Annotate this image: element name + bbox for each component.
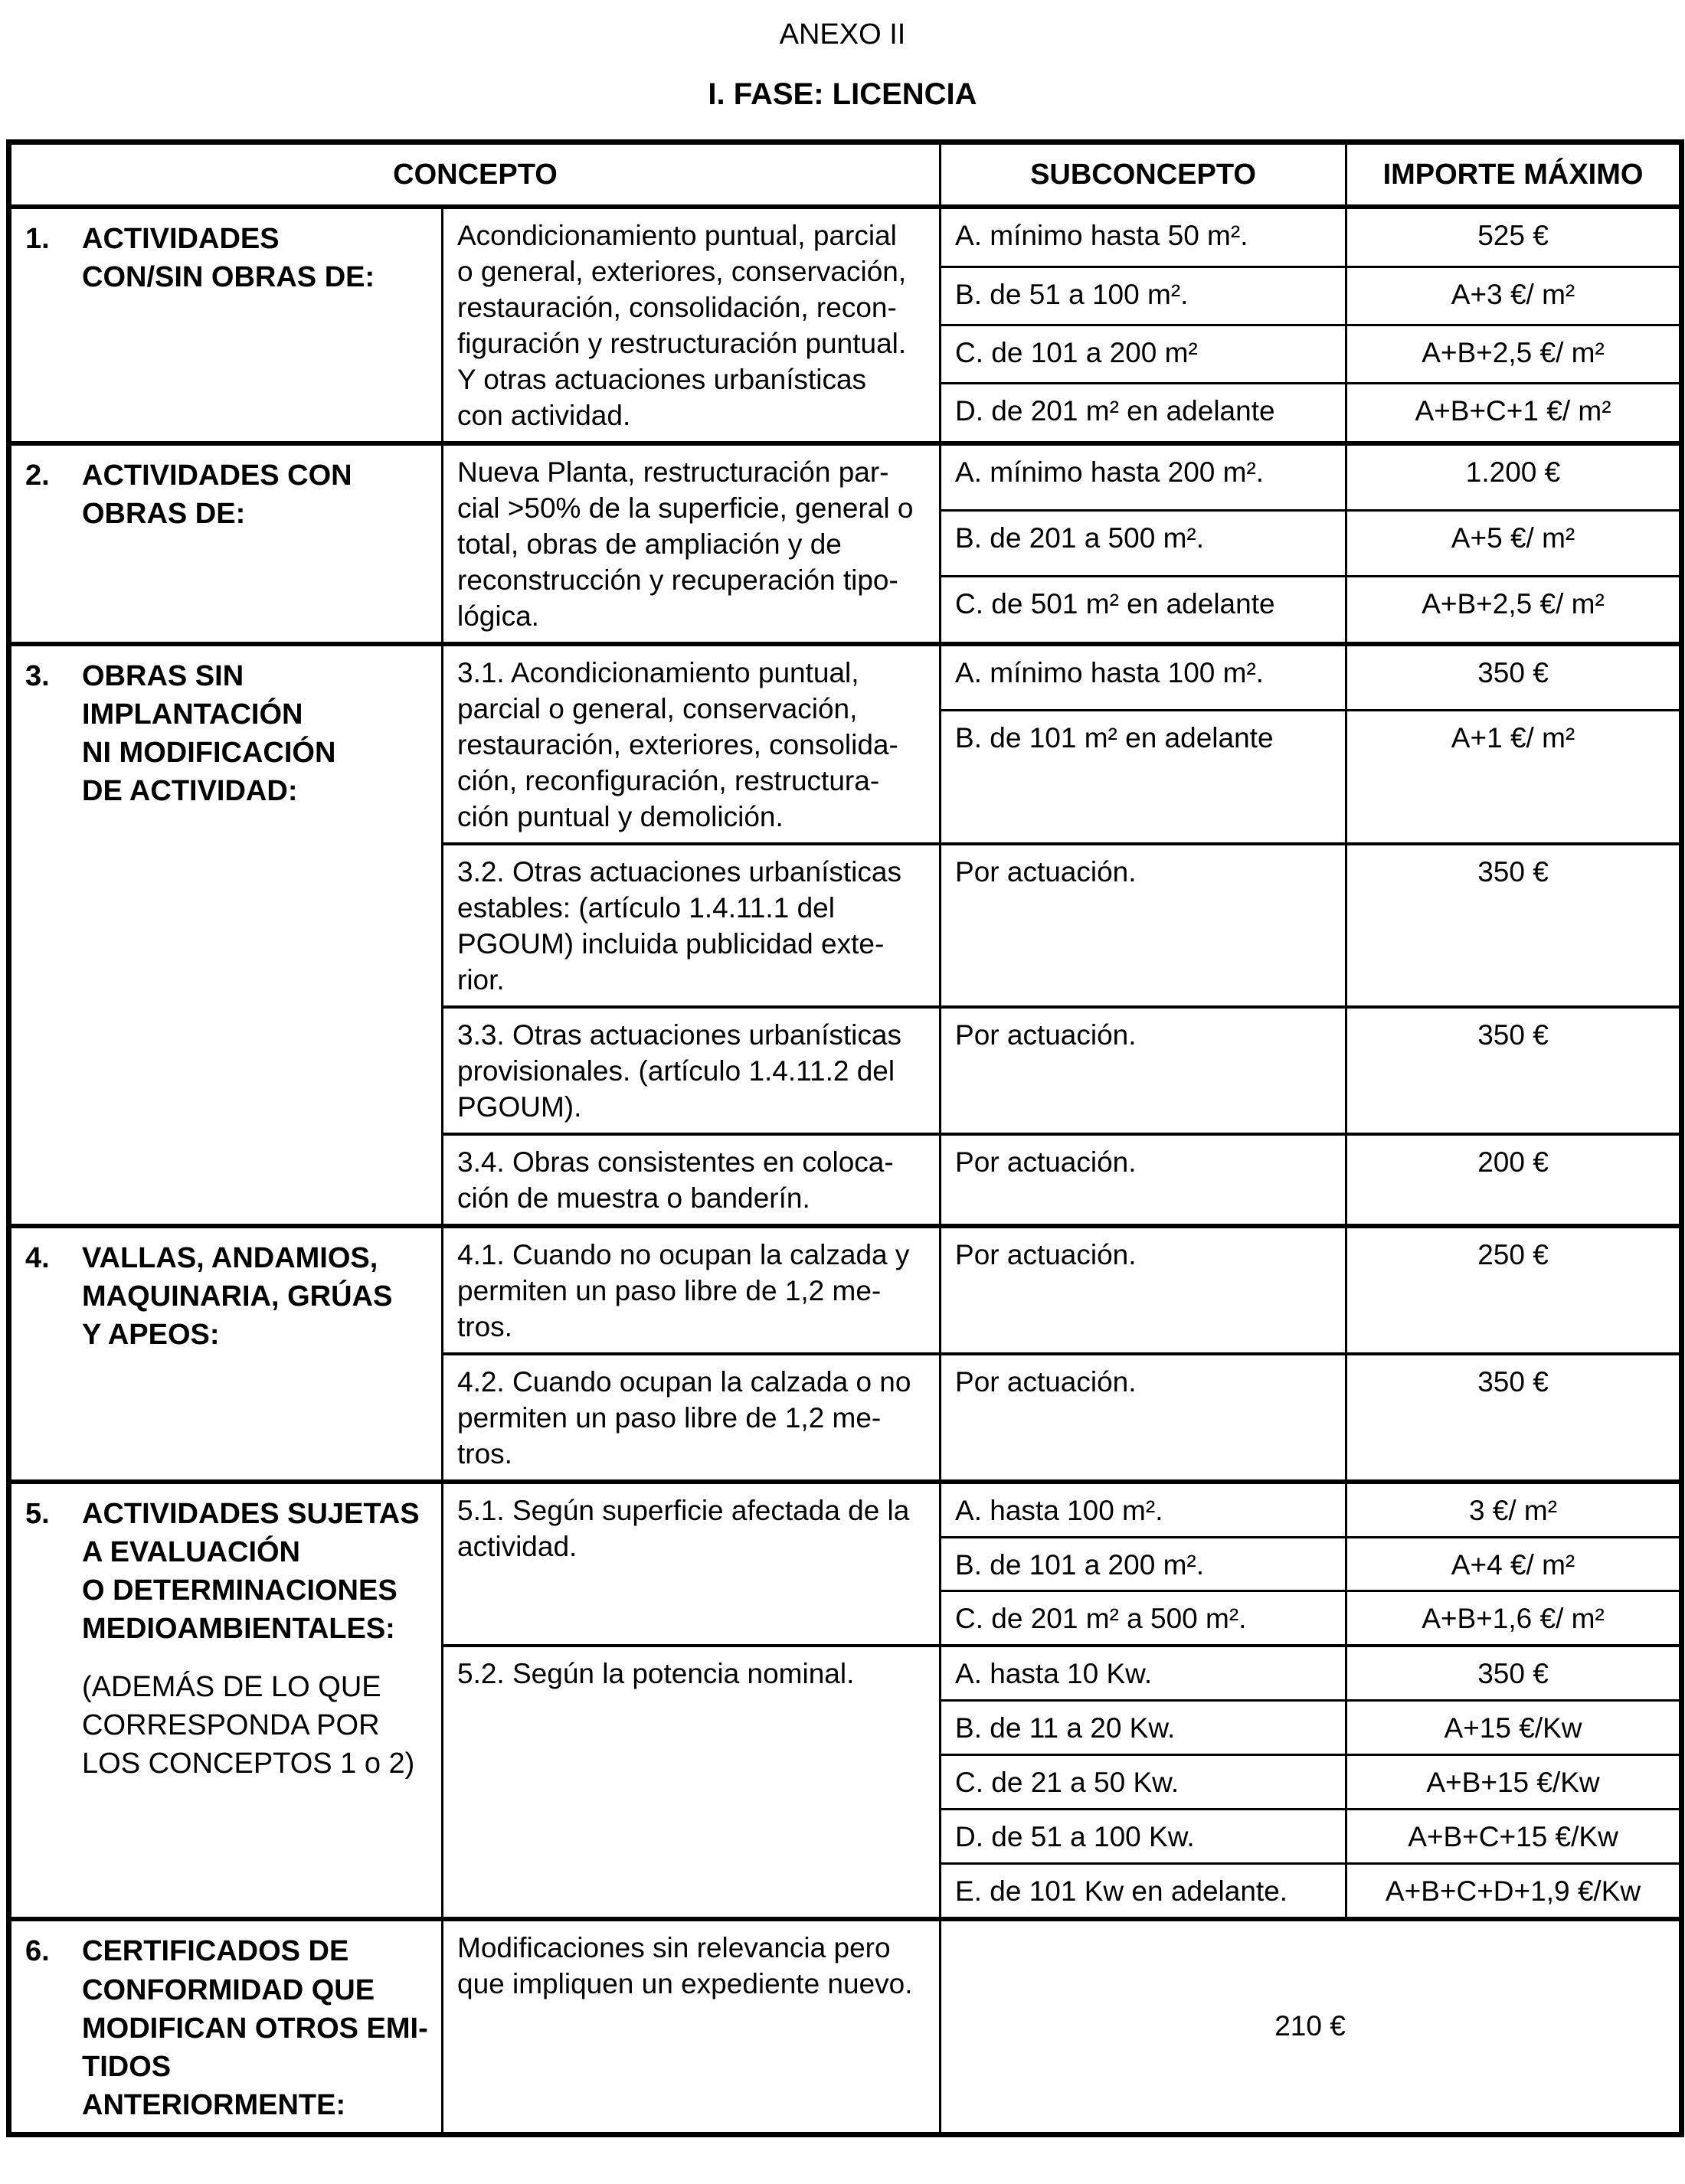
table-row bbox=[9, 207, 1682, 266]
concept-description: 3.2. Otras actuaciones urbanísticas estables: (artículo 1.4.11.1 del PGOUM) incluida publicidad exte- rior. bbox=[443, 844, 941, 1007]
concept-label: ACTIVIDADES SUJETAS A EVALUACIÓN O DETERMINACIONES MEDIOAMBIENTALES: bbox=[82, 1497, 420, 1645]
amount-cell: 250 € bbox=[1346, 1226, 1682, 1354]
subconcept-cell: Por actuación. bbox=[941, 1007, 1346, 1134]
amount-cell: A+4 €/ m² bbox=[1346, 1537, 1682, 1591]
concept-description: 3.3. Otras actuaciones urbanísticas provisionales. (artículo 1.4.11.2 del PGOUM). bbox=[443, 1007, 941, 1134]
table-row bbox=[9, 1919, 1682, 2134]
subconcept-cell: A. mínimo hasta 200 m². bbox=[941, 443, 1346, 511]
concept-number: 1. bbox=[25, 223, 50, 255]
amount-cell: 1.200 € bbox=[1346, 443, 1682, 511]
concept-description: 3.1. Acondicionamiento puntual, parcial o general, conservación, restauración, exteriores, consolida- ción, reconfiguración, restructura- ción puntual y demolición. bbox=[443, 644, 941, 844]
amount-cell: A+B+C+D+1,9 €/Kw bbox=[1346, 1864, 1682, 1919]
subconcept-cell: D. de 201 m² en adelante bbox=[941, 384, 1346, 443]
table-row bbox=[9, 443, 1682, 511]
concept-description: 4.2. Cuando ocupan la calzada o no permiten un paso libre de 1,2 me- tros. bbox=[443, 1354, 941, 1482]
concept-label: VALLAS, ANDAMIOS, MAQUINARIA, GRÚAS Y APEOS: bbox=[82, 1241, 393, 1351]
amount-cell: A+1 €/ m² bbox=[1346, 710, 1682, 844]
amount-cell: A+3 €/ m² bbox=[1346, 266, 1682, 325]
subconcept-cell: Por actuación. bbox=[941, 844, 1346, 1007]
tariff-table bbox=[6, 139, 1684, 2137]
amount-cell: 525 € bbox=[1346, 207, 1682, 266]
subconcept-cell: A. mínimo hasta 100 m². bbox=[941, 644, 1346, 710]
table-header-row bbox=[9, 142, 1682, 208]
concept-number: 3. bbox=[25, 659, 50, 692]
concept-cell-3 bbox=[9, 644, 443, 1226]
concept-description: 5.2. Según la potencia nominal. bbox=[443, 1646, 941, 1919]
amount-cell: A+B+1,6 €/ m² bbox=[1346, 1591, 1682, 1646]
table-row bbox=[9, 644, 1682, 710]
subconcept-cell: C. de 201 m² a 500 m². bbox=[941, 1591, 1346, 1646]
concept-cell-1 bbox=[9, 207, 443, 443]
subconcept-cell: E. de 101 Kw en adelante. bbox=[941, 1864, 1346, 1919]
amount-cell: 350 € bbox=[1346, 1007, 1682, 1134]
concept-description: 3.4. Obras consistentes en coloca- ción de muestra o banderín. bbox=[443, 1134, 941, 1226]
concept-cell-5 bbox=[9, 1482, 443, 1920]
subconcept-cell: Por actuación. bbox=[941, 1226, 1346, 1354]
col-header-concepto: CONCEPTO bbox=[9, 142, 941, 208]
concept-label: CERTIFICADOS DE CONFORMIDAD QUE MODIFICAN OTROS EMI- TIDOS ANTERIORMENTE: bbox=[82, 1935, 428, 2122]
subconcept-cell: Por actuación. bbox=[941, 1134, 1346, 1226]
amount-cell: A+B+2,5 €/ m² bbox=[1346, 325, 1682, 383]
concept-cell-2 bbox=[9, 443, 443, 644]
subconcept-cell: C. de 501 m² en adelante bbox=[941, 577, 1346, 644]
concept-label: ACTIVIDADES CON OBRAS DE: bbox=[82, 459, 352, 531]
concept-description: Acondicionamiento puntual, parcial o general, exteriores, conservación, restauración, consolidación, recon- figuración y restructuración puntual. Y otras actuaciones urbanísticas con actividad. bbox=[443, 207, 941, 443]
subconcept-cell: Por actuación. bbox=[941, 1354, 1346, 1482]
concept-cell-4 bbox=[9, 1226, 443, 1482]
concept-label-note: (ADEMÁS DE LO QUE CORRESPONDA POR LOS CONCEPTOS 1 o 2) bbox=[82, 1671, 415, 1780]
subconcept-cell: B. de 11 a 20 Kw. bbox=[941, 1701, 1346, 1755]
subconcept-cell: B. de 51 a 100 m². bbox=[941, 266, 1346, 325]
amount-cell: A+15 €/Kw bbox=[1346, 1701, 1682, 1755]
amount-cell: A+B+C+15 €/Kw bbox=[1346, 1810, 1682, 1864]
subconcept-cell: C. de 21 a 50 Kw. bbox=[941, 1755, 1346, 1810]
subconcept-cell: A. hasta 10 Kw. bbox=[941, 1646, 1346, 1700]
concept-label: OBRAS SIN IMPLANTACIÓN NI MODIFICACIÓN DE ACTIVIDAD: bbox=[82, 659, 336, 808]
subconcept-cell: B. de 101 a 200 m². bbox=[941, 1537, 1346, 1591]
concept-cell-6 bbox=[9, 1919, 443, 2134]
subconcept-cell: D. de 51 a 100 Kw. bbox=[941, 1810, 1346, 1864]
col-header-importe: IMPORTE MÁXIMO bbox=[1346, 142, 1682, 208]
table-row bbox=[9, 1482, 1682, 1537]
table-row bbox=[9, 1226, 1682, 1354]
concept-label: ACTIVIDADES CON/SIN OBRAS DE: bbox=[82, 223, 375, 294]
amount-cell: A+B+2,5 €/ m² bbox=[1346, 577, 1682, 644]
concept-description: 4.1. Cuando no ocupan la calzada y permiten un paso libre de 1,2 me- tros. bbox=[443, 1226, 941, 1354]
concept-description: Modificaciones sin relevancia pero que impliquen un expediente nuevo. bbox=[443, 1919, 941, 2134]
amount-cell: 350 € bbox=[1346, 844, 1682, 1007]
subconcept-cell: C. de 101 a 200 m² bbox=[941, 325, 1346, 383]
page-subtitle: I. FASE: LICENCIA bbox=[708, 77, 977, 111]
amount-cell: 350 € bbox=[1346, 644, 1682, 710]
col-header-subconcepto: SUBCONCEPTO bbox=[941, 142, 1346, 208]
amount-cell: 350 € bbox=[1346, 1646, 1682, 1700]
amount-cell-merged: 210 € bbox=[941, 1919, 1682, 2134]
amount-cell: 350 € bbox=[1346, 1354, 1682, 1482]
amount-cell: 3 €/ m² bbox=[1346, 1482, 1682, 1537]
concept-description: Nueva Planta, restructuración par- cial >50% de la superficie, general o total, obras de ampliación y de reconstrucción y recuperación tipo- lógica. bbox=[443, 443, 941, 644]
amount-cell: A+B+C+1 €/ m² bbox=[1346, 384, 1682, 443]
subconcept-cell: A. hasta 100 m². bbox=[941, 1482, 1346, 1537]
subconcept-cell: B. de 101 m² en adelante bbox=[941, 710, 1346, 844]
concept-number: 4. bbox=[25, 1241, 50, 1274]
subconcept-cell: A. mínimo hasta 50 m². bbox=[941, 207, 1346, 266]
subconcept-cell: B. de 201 a 500 m². bbox=[941, 511, 1346, 577]
concept-description: 5.1. Según superficie afectada de la actividad. bbox=[443, 1482, 941, 1646]
amount-cell: A+5 €/ m² bbox=[1346, 511, 1682, 577]
concept-number: 5. bbox=[25, 1497, 50, 1530]
amount-cell: A+B+15 €/Kw bbox=[1346, 1755, 1682, 1810]
concept-number: 6. bbox=[25, 1935, 50, 1968]
page-title: ANEXO II bbox=[779, 18, 906, 51]
concept-number: 2. bbox=[25, 459, 50, 492]
amount-cell: 200 € bbox=[1346, 1134, 1682, 1226]
